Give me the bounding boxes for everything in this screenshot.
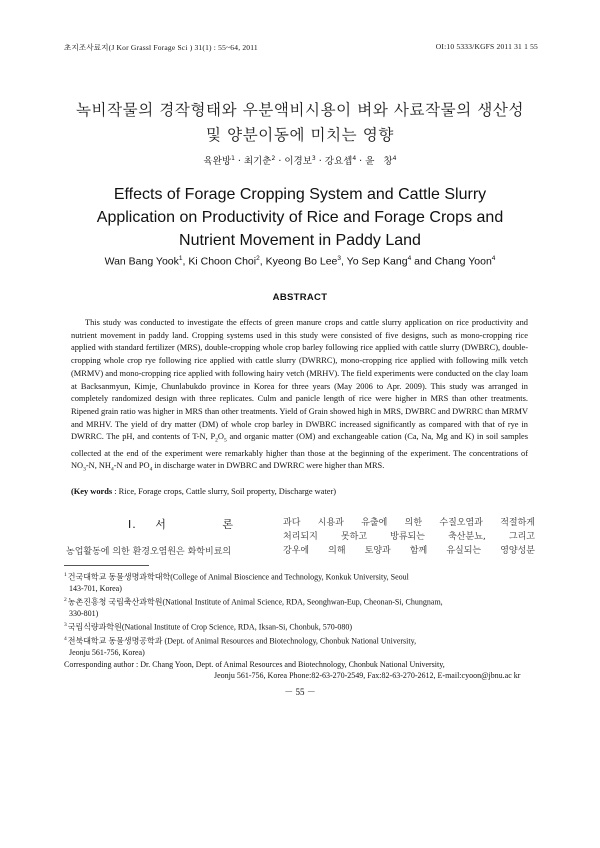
footnote-4: $^4$전북대학교 동물생명공학과 (Dept. of Animal Resources and Biotechnology, Chonbuk National University, Jeonju 561-756, Korea): [64, 635, 417, 657]
keywords: [71, 487, 528, 496]
korean-title-line1: 녹비작물의 경작형태와 우분액비시용이 벼와 사료작물의 생산성: [75, 101, 525, 119]
korean-author-4: 강요셉: [324, 156, 353, 167]
section-heading: Ⅰ. 서 론: [128, 518, 234, 531]
english-authors: Wan Bang Yook$^1$, Ki Choon Choi$^2$, Kyeong Bo Lee$^3$, Yo Sep Kang$^4$ and Chang Yoon$^4$: [104, 255, 496, 268]
footnote-2: $^2$농촌진흥청 국립축산과학원(National Institute of Animal Science, RDA, Seonghwan-Eup, Cheonan-Si, Chungnam, 330-801): [64, 597, 443, 618]
korean-author-3: 이경보: [284, 156, 312, 167]
english-author-3: Kyeong Bo Lee: [265, 255, 338, 268]
doi: OI:10 5333/KGFS 2011 31 1 55: [435, 42, 538, 51]
corresponding-author: Corresponding author : Dr. Chang Yoon, Dept. of Animal Resources and Biotechnology, Chonbuk National University, Jeonju 561-756, Korea Phone:82-63-270-2549, Fax:82-63-270-2612, E-mail:cyoon@jbnu.ac kr: [64, 660, 521, 681]
page-number: － 55 －: [284, 687, 316, 697]
keywords-label: (Key words: [71, 487, 113, 496]
right-column-text: 과다 시용과 유출에 의한 수질오염과 적절하게 처리되지 못하고 방류되는 축산분뇨, 그리고 강우에 의해 토양과 함께 유실되는 영양성분: [283, 518, 535, 556]
journal-citation: 초지조사료지(J Kor Grassl Forage Sci ) 31(1) : 55~64, 2011: [64, 43, 258, 52]
korean-authors: 육완방$^1$ · 최기춘$^2$ · 이경보$^3$ · 강요셉$^4$ · 윤 창$^4$: [203, 154, 397, 167]
footnote-3: $^3$국립식량과학원(National Institute of Crop Science, RDA, Iksan-Si, Chonbuk, 570-080): [64, 622, 353, 632]
footnote-1: $^1$건국대학교 동물생명과학대학(College of Animal Bioscience and Technology, Konkuk University, Seoul 143-701, Korea): [64, 572, 409, 593]
english-author-5: Chang Yoon: [434, 255, 492, 268]
english-author-1: Wan Bang Yook: [104, 255, 179, 268]
footnotes: [64, 570, 534, 682]
korean-author-5: 윤 창: [365, 156, 393, 167]
abstract-heading: ABSTRACT: [272, 292, 328, 303]
left-column-text: 농업활동에 의한 환경오염원은 화학비료의: [66, 547, 232, 557]
keywords-text: : Rice, Forage crops, Cattle slurry, Soil property, Discharge water): [112, 487, 337, 496]
english-title-line1: Effects of Forage Cropping System and Cattle Slurry: [113, 186, 487, 203]
english-title-line2: Application on Productivity of Rice and Forage Crops and: [96, 209, 504, 226]
korean-title-line2: 및 양분이동에 미치는 영향: [206, 126, 394, 144]
english-author-2: Ki Choon Choi: [188, 255, 257, 268]
korean-author-1: 육완방: [203, 156, 232, 167]
footnote-divider: [64, 565, 149, 566]
korean-author-2: 최기춘: [243, 156, 272, 167]
english-author-4: Yo Sep Kang: [346, 255, 408, 268]
abstract-text: This study was conducted to investigate the effects of green manure crops and cattle slurry application on rice productivity and nutrient movement in paddy land. Cropping systems used in this study were consisted of five designs, such as mono-cropping rice applied with standard fertilizer (MRS), double-cropping whole crop barley following rice applied with cattle slurry (DWBRC), double-cropping whole crop rye following rice applied with cattle slurry (DWRRC), mono-cropping rice applied with following milk vetch (MRMV) and mono-cropping rice applied with following hairy vetch (MRHV). The field experiments were conducted on the clay loam at Backsanmyun, Kimje, Chunlabukdo province in Korea for three years (May 2006 to Apr. 2009). This study was arranged in completely randomized design with three replicates. Culm and panicle length of rice were higher in MRS than other treatments. Ripened grain ratio was higher in MRS than other treatments. Yield of Grain showed high in MRS, DWBRC and DWRRC than MRMV and MRHV. The yield of dry matter (DM) of whole crop barley in DWBRC increased significantly as compared with that of rye in DWRRC. The pH, and contents of T-N, $P_2O_5$ and organic matter (OM) and exchangeable cation (Ca, Na, Mg and K) in soil samples collected at the end of the experiment were remarkably higher than those at the beginning of the experiment. The concentrations of $NO_3-N$, $NH_4-N$ and $PO_4$ in discharge water in DWBRC and DWRRC were higher than MRS.: [71, 318, 528, 474]
english-title-line3: Nutrient Movement in Paddy Land: [179, 232, 421, 249]
